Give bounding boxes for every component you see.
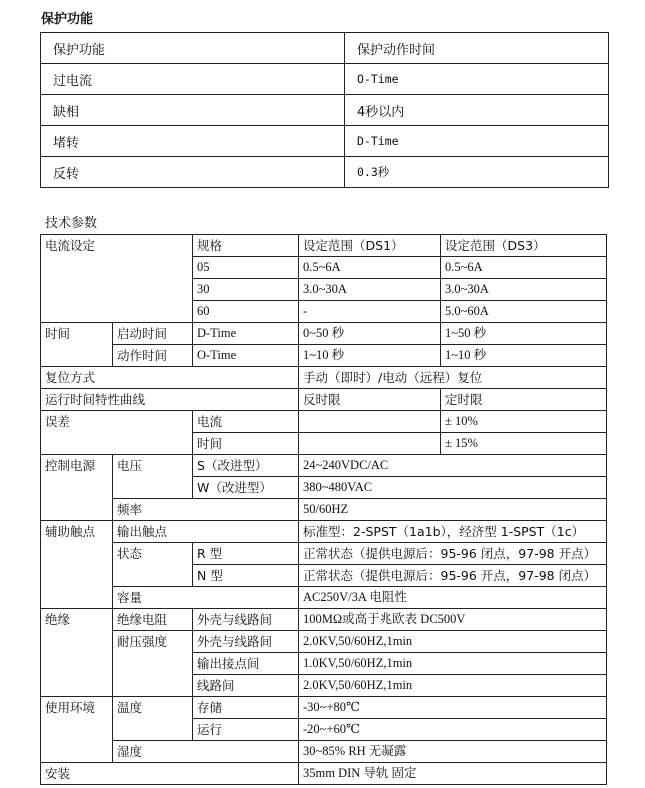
table-row — [41, 697, 607, 719]
table-row — [41, 741, 607, 763]
curve-label: 运行时间特性曲线 — [41, 389, 299, 411]
cell: 电流 — [193, 411, 299, 433]
cell: 线路间 — [193, 675, 299, 697]
cell: 外壳与线路间 — [193, 631, 299, 653]
table-row — [41, 345, 607, 367]
table-row — [41, 587, 607, 609]
protection-table — [40, 32, 609, 188]
cell — [299, 433, 441, 455]
cell: 1.0KV,50/60HZ,1min — [299, 653, 607, 675]
cell: 启动时间 — [113, 323, 193, 345]
cell: 标准型：2-SPST（1a1b），经济型 1-SPST（1c） — [299, 521, 607, 543]
cell: 0.3秒 — [345, 157, 609, 188]
cell: 输出触点 — [113, 521, 299, 543]
cell: 50/60HZ — [299, 499, 607, 521]
cell: 1~50 秒 — [441, 323, 607, 345]
cell: 电压 — [113, 455, 193, 499]
power-label: 控制电源 — [41, 455, 113, 521]
current-label: 电流设定 — [41, 235, 193, 323]
cell: 温度 — [113, 697, 193, 741]
reset-value: 手动（即时）/电动（远程）复位 — [299, 367, 607, 389]
cell: N 型 — [193, 565, 299, 587]
table-row — [41, 389, 607, 411]
cell: 30 — [193, 279, 299, 301]
table-row — [41, 33, 609, 64]
table-row — [41, 126, 609, 157]
header-cell: 保护动作时间 — [345, 33, 609, 64]
cell: 频率 — [113, 499, 299, 521]
cell: W（改进型） — [193, 477, 299, 499]
error-label: 误差 — [41, 411, 193, 455]
cell: ± 15% — [441, 433, 607, 455]
cell: 2.0KV,50/60HZ,1min — [299, 631, 607, 653]
table-row — [41, 64, 609, 95]
reset-label: 复位方式 — [41, 367, 299, 389]
cell: 30~85% RH 无凝露 — [299, 741, 607, 763]
cell: 动作时间 — [113, 345, 193, 367]
cell: 堵转 — [41, 126, 345, 157]
table-row — [41, 323, 607, 345]
header-cell: 保护功能 — [41, 33, 345, 64]
cell: S（改进型） — [193, 455, 299, 477]
cell: 正常状态（提供电源后：95-96 开点，97-98 闭点） — [299, 565, 607, 587]
table-row — [41, 235, 607, 257]
cell: -30~+80℃ — [299, 697, 607, 719]
cell: 0.5~6A — [299, 257, 441, 279]
cell: 绝缘电阻 — [113, 609, 193, 631]
cell: 容量 — [113, 587, 299, 609]
table-row — [41, 411, 607, 433]
cell: 缺相 — [41, 95, 345, 126]
cell: 60 — [193, 301, 299, 323]
cell: 湿度 — [113, 741, 299, 763]
cell: -20~+60℃ — [299, 719, 607, 741]
cell: D-Time — [345, 126, 609, 157]
cell: O-Time — [193, 345, 299, 367]
install-value: 35mm DIN 导轨 固定 — [299, 763, 607, 785]
cell: R 型 — [193, 543, 299, 565]
cell: 4秒以内 — [345, 95, 609, 126]
cell: 380~480VAC — [299, 477, 607, 499]
install-label: 安装 — [41, 763, 299, 785]
table-row — [41, 367, 607, 389]
cell: 反时限 — [299, 389, 441, 411]
cell: 1~10 秒 — [299, 345, 441, 367]
table-row — [41, 631, 607, 653]
cell: ± 10% — [441, 411, 607, 433]
cell: 3.0~30A — [441, 279, 607, 301]
cell: 正常状态（提供电源后：95-96 闭点，97-98 开点） — [299, 543, 607, 565]
cell: 1~10 秒 — [441, 345, 607, 367]
cell: D-Time — [193, 323, 299, 345]
protection-heading: 保护功能 — [41, 12, 94, 27]
tech-heading: 技术参数 — [45, 216, 98, 231]
time-label: 时间 — [41, 323, 113, 367]
cell: 0.5~6A — [441, 257, 607, 279]
table-row — [41, 609, 607, 631]
insulation-label: 绝缘 — [41, 609, 113, 697]
cell: 规格 — [193, 235, 299, 257]
cell: 状态 — [113, 543, 193, 587]
table-row — [41, 521, 607, 543]
table-row — [41, 455, 607, 477]
cell: 定时限 — [441, 389, 607, 411]
aux-label: 辅助触点 — [41, 521, 113, 609]
cell: 过电流 — [41, 64, 345, 95]
cell: 耐压强度 — [113, 631, 193, 697]
env-label: 使用环境 — [41, 697, 113, 763]
cell: 输出接点间 — [193, 653, 299, 675]
cell: 5.0~60A — [441, 301, 607, 323]
cell: 时间 — [193, 433, 299, 455]
table-row — [41, 95, 609, 126]
cell: 设定范围（DS3） — [441, 235, 607, 257]
cell: 05 — [193, 257, 299, 279]
table-row — [41, 157, 609, 188]
cell: 反转 — [41, 157, 345, 188]
cell: O-Time — [345, 64, 609, 95]
table-row — [41, 499, 607, 521]
cell: 外壳与线路间 — [193, 609, 299, 631]
cell: 2.0KV,50/60HZ,1min — [299, 675, 607, 697]
table-row — [41, 543, 607, 565]
cell: 存储 — [193, 697, 299, 719]
cell: 0~50 秒 — [299, 323, 441, 345]
cell — [299, 411, 441, 433]
cell: 3.0~30A — [299, 279, 441, 301]
cell: 24~240VDC/AC — [299, 455, 607, 477]
cell: AC250V/3A 电阻性 — [299, 587, 607, 609]
cell: - — [299, 301, 441, 323]
cell: 100MΩ或高于兆欧表 DC500V — [299, 609, 607, 631]
tech-params-table — [40, 234, 607, 785]
table-row — [41, 763, 607, 785]
cell: 运行 — [193, 719, 299, 741]
cell: 设定范围（DS1） — [299, 235, 441, 257]
